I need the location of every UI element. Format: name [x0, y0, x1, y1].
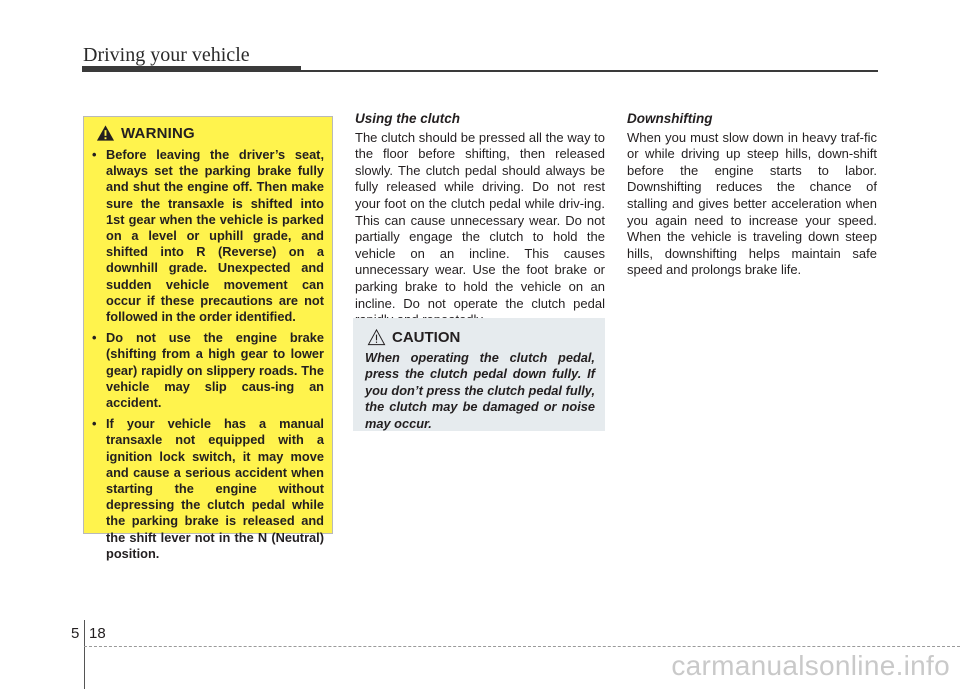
using-clutch-body: The clutch should be pressed all the way to the floor before shifting, then released slowly. The clutch pedal should always be fully released while driving. Do not rest your foot on the clutch pedal while driv-ing. This can cause unnecessary wear. Do not partially engage the clutch to hold the vehicle on an incline. This causes unnecessary wear. Use the foot brake or parking brake to hold the vehicle on an incline. Do not operate the clutch pedal — [355, 129, 605, 311]
warning-box — [83, 116, 333, 561]
downshifting-section — [627, 111, 877, 279]
warning-header — [96, 122, 332, 144]
caution-body: When operating the clutch pedal, press the clutch pedal down fully. If you don’t press the clutch pedal fully, the clutch may be damaged or noise may occur. — [365, 350, 595, 431]
downshifting-body: When you must slow down in heavy traf-fic or while driving up steep hills, down-shift before the engine starts to labor. Downshifting reduces the chance of stalling and gives better acceleration when you again need to increase your speed. When the vehicle is traveling down steep hills, downshifting helps maintain safe speed and prolongs brake life. — [627, 129, 877, 278]
footer-rule — [84, 646, 960, 647]
watermark: carmanualsonline.info — [671, 650, 950, 681]
using-clutch-heading: Using the clutch — [355, 111, 461, 126]
downshifting-heading: Downshifting — [627, 111, 713, 126]
bullet: • — [92, 330, 97, 346]
page-number-divider — [84, 620, 85, 689]
caution-triangle-icon — [367, 328, 386, 346]
caution-header — [367, 326, 605, 348]
warning-item-text: If your vehicle has a manual transaxle not equipped with a ignition lock switch, it may move and cause a serious accident when starting the engine without depressing the clutch pedal while the parking brake is released and the shift lever not in the N (Neutral) position. — [106, 416, 324, 561]
page-header-title: Driving your vehicle — [83, 44, 250, 66]
caution-title: CAUTION — [392, 328, 461, 346]
warning-triangle-icon — [96, 124, 115, 142]
chapter-number: 5 — [71, 625, 80, 642]
warning-item-text: Before leaving the driver’s seat, always set the parking brake fully and shut the engine off. Then make sure the transaxle is shifted into 1st gear when the vehicle is parked on a level or uphill grade, and shifted into R (Reverse) on a downhill grade. Unexpected and sudden vehicle movement can occur if these precautions are not followed in the order identified. — [106, 147, 324, 325]
page-number: 18 — [89, 625, 106, 642]
warning-list — [84, 147, 332, 562]
warning-item-text: Do not use the engine brake (shifting from a high gear to lower gear) rapidly on slippery roads. The vehicle may slip caus-ing an accident. — [106, 330, 324, 411]
warning-item — [92, 147, 324, 325]
bullet: • — [92, 416, 97, 432]
using-clutch-section — [355, 111, 605, 329]
bullet: • — [92, 147, 97, 162]
caution-box — [353, 318, 605, 431]
header-rule-thick — [82, 66, 301, 72]
warning-item — [92, 330, 324, 411]
header-rule-thin — [301, 70, 878, 72]
warning-title: WARNING — [121, 124, 195, 142]
warning-item — [92, 416, 324, 562]
